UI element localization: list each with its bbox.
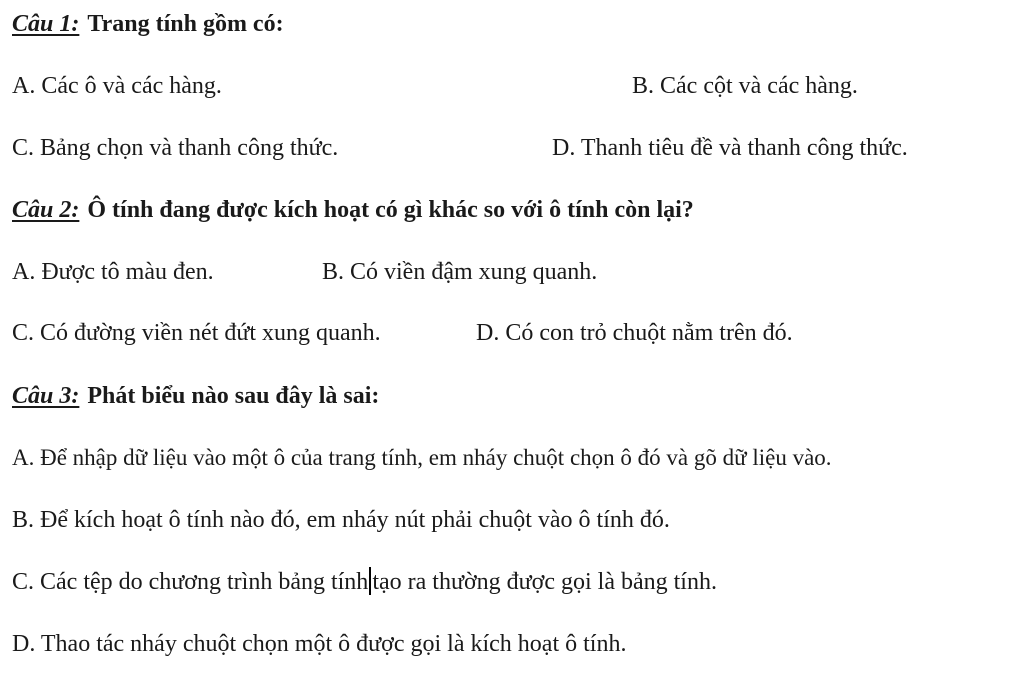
question-3-option-c-row: [0, 560, 1024, 604]
question-1-option-a: A. Các ô và các hàng.: [12, 73, 222, 99]
question-2-options-row-2: [0, 311, 1024, 355]
question-1-option-c: C. Bảng chọn và thanh công thức.: [12, 135, 339, 161]
question-3-option-a-row: [0, 436, 1024, 480]
question-1-stem: Trang tính gồm có:: [87, 11, 284, 37]
text-cursor: [369, 567, 371, 595]
question-2-heading: [0, 188, 1024, 232]
question-1-number: Câu 1:: [12, 11, 80, 37]
question-1-options-row-2: [0, 126, 1024, 170]
question-3-number: Câu 3:: [12, 383, 80, 409]
question-1-option-d: D. Thanh tiêu đề và thanh công thức.: [552, 135, 908, 161]
question-2-option-d: D. Có con trỏ chuột nằm trên đó.: [476, 320, 793, 346]
question-2-stem: Ô tính đang được kích hoạt có gì khác so với ô tính còn lại?: [87, 197, 694, 223]
question-1-heading: [0, 2, 1024, 46]
question-1-options-row-1: [0, 64, 1024, 108]
question-3-option-a: A. Để nhập dữ liệu vào một ô của trang tính, em nháy chuột chọn ô đó và gõ dữ liệu vào.: [12, 445, 832, 470]
question-3-option-c-wrapper: [12, 560, 717, 604]
question-3-option-c-tail: tạo ra thường được gọi là bảng tính.: [372, 569, 717, 595]
question-3-option-d: D. Thao tác nháy chuột chọn một ô được gọi là kích hoạt ô tính.: [12, 631, 627, 657]
question-3-option-d-row: [0, 622, 1024, 666]
question-2-option-b: B. Có viền đậm xung quanh.: [322, 259, 598, 285]
question-3-option-b: B. Để kích hoạt ô tính nào đó, em nháy nút phải chuột vào ô tính đó.: [12, 507, 670, 533]
question-3-stem: Phát biểu nào sau đây là sai:: [87, 383, 380, 409]
question-2-option-a: A. Được tô màu đen.: [12, 259, 214, 285]
question-3-heading: [0, 374, 1024, 418]
question-3-option-b-row: [0, 498, 1024, 542]
question-3-option-c: C. Các tệp do chương trình bảng tính: [12, 569, 369, 595]
question-2-option-c: C. Có đường viền nét đứt xung quanh.: [12, 320, 381, 346]
question-1-option-b: B. Các cột và các hàng.: [632, 73, 858, 99]
question-2-options-row-1: [0, 250, 1024, 294]
question-2-number: Câu 2:: [12, 197, 80, 223]
